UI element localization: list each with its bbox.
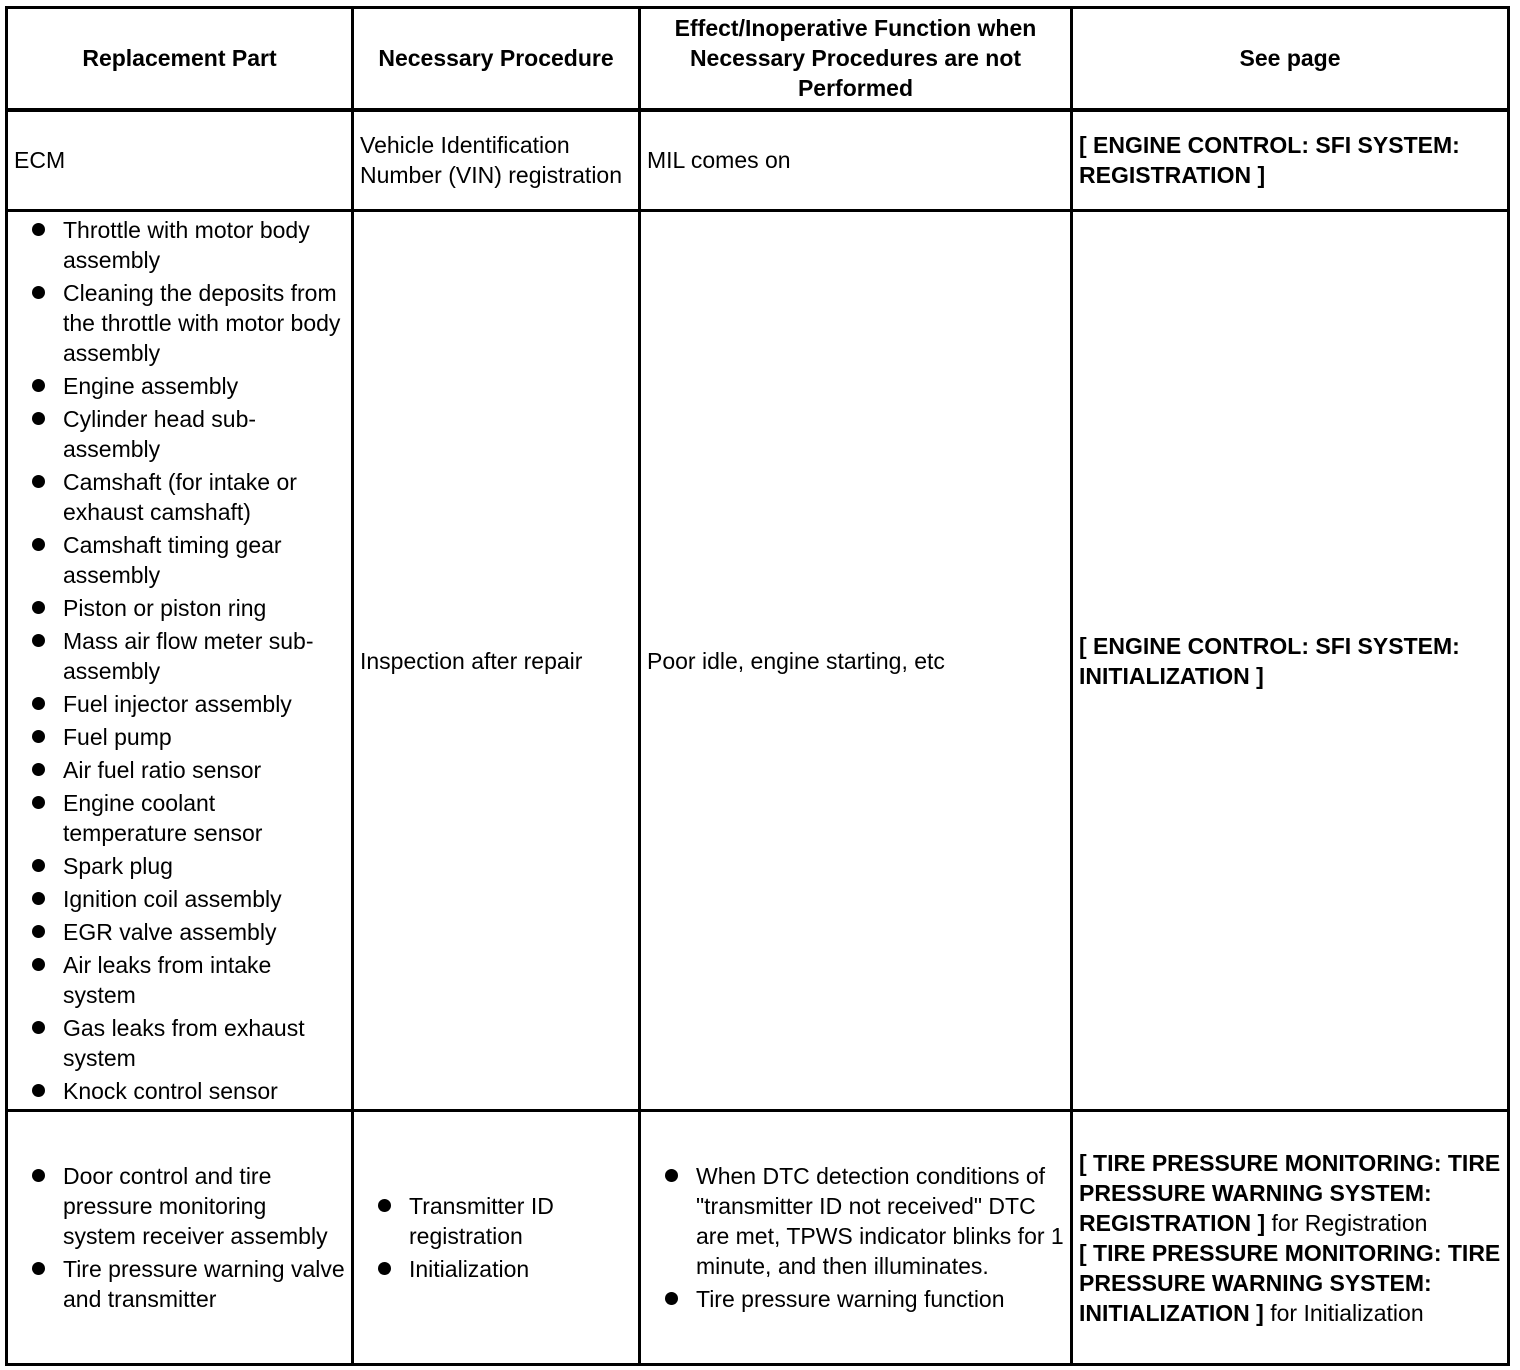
cell-part: ECM	[7, 110, 353, 211]
see-page-link[interactable]: [ ENGINE CONTROL: SFI SYSTEM: REGISTRATION ]	[1079, 132, 1460, 189]
header-effect: Effect/Inoperative Function when Necessary Procedures are not Performed	[640, 8, 1072, 110]
cell-see-page	[1072, 110, 1509, 211]
cell-effect-list	[640, 1111, 1072, 1365]
list-item: Camshaft (for intake or exhaust camshaft)	[14, 467, 345, 527]
see-page-suffix: for Initialization	[1263, 1299, 1424, 1326]
list-item: Engine coolant temperature sensor	[14, 788, 345, 848]
list-item: Air leaks from intake system	[14, 950, 345, 1010]
cell-see-page	[1072, 1111, 1509, 1365]
list-item: Air fuel ratio sensor	[14, 755, 345, 785]
cell-effect: MIL comes on	[640, 110, 1072, 211]
list-item: Fuel pump	[14, 722, 345, 752]
table-row	[7, 110, 1509, 211]
table-header-row	[7, 8, 1509, 110]
list-item: Throttle with motor body assembly	[14, 215, 345, 275]
see-page-link-registration[interactable]: [ TIRE PRESSURE MONITORING: TIRE PRESSURE WARNING SYSTEM: REGISTRATION ]	[1079, 1149, 1501, 1236]
cell-effect: Poor idle, engine starting, etc	[640, 211, 1072, 1111]
list-item: Engine assembly	[14, 371, 345, 401]
cell-procedure-list	[353, 1111, 640, 1365]
procedure-table-container	[5, 6, 1507, 1363]
list-item: Mass air flow meter sub-assembly	[14, 626, 345, 686]
see-page-suffix: for Registration	[1265, 1209, 1428, 1236]
list-item: Tire pressure warning valve and transmitter	[14, 1254, 345, 1314]
header-necessary-procedure: Necessary Procedure	[353, 8, 640, 110]
header-replacement-part: Replacement Part	[7, 8, 353, 110]
table-row	[7, 211, 1509, 1111]
list-item: Piston or piston ring	[14, 593, 345, 623]
effect-list	[647, 1161, 1064, 1314]
part-list	[14, 1161, 345, 1314]
header-see-page: See page	[1072, 8, 1509, 110]
cell-part-list	[7, 1111, 353, 1365]
list-item: Knock control sensor	[14, 1076, 345, 1106]
list-item: Tire pressure warning function	[647, 1284, 1064, 1314]
list-item: Spark plug	[14, 851, 345, 881]
list-item: Transmitter ID registration	[360, 1191, 632, 1251]
list-item: When DTC detection conditions of "transmitter ID not received" DTC are met, TPWS indicator blinks for 1 minute, and then illuminates.	[647, 1161, 1064, 1281]
cell-part-list	[7, 211, 353, 1111]
part-list	[14, 215, 345, 1106]
procedure-list	[360, 1191, 632, 1284]
see-page-link[interactable]: [ ENGINE CONTROL: SFI SYSTEM: INITIALIZATION ]	[1079, 632, 1460, 689]
cell-procedure: Vehicle Identification Number (VIN) registration	[353, 110, 640, 211]
list-item: Door control and tire pressure monitoring system receiver assembly	[14, 1161, 345, 1251]
cell-procedure: Inspection after repair	[353, 211, 640, 1111]
cell-see-page	[1072, 211, 1509, 1111]
list-item: Ignition coil assembly	[14, 884, 345, 914]
list-item: Fuel injector assembly	[14, 689, 345, 719]
list-item: Initialization	[360, 1254, 632, 1284]
list-item: Cleaning the deposits from the throttle with motor body assembly	[14, 278, 345, 368]
list-item: Cylinder head sub-assembly	[14, 404, 345, 464]
see-page-link-initialization[interactable]: [ TIRE PRESSURE MONITORING: TIRE PRESSURE WARNING SYSTEM: INITIALIZATION ]	[1079, 1239, 1501, 1326]
list-item: Camshaft timing gear assembly	[14, 530, 345, 590]
table-row	[7, 1111, 1509, 1365]
list-item: Gas leaks from exhaust system	[14, 1013, 345, 1073]
replacement-procedure-table	[5, 6, 1510, 1366]
list-item: EGR valve assembly	[14, 917, 345, 947]
